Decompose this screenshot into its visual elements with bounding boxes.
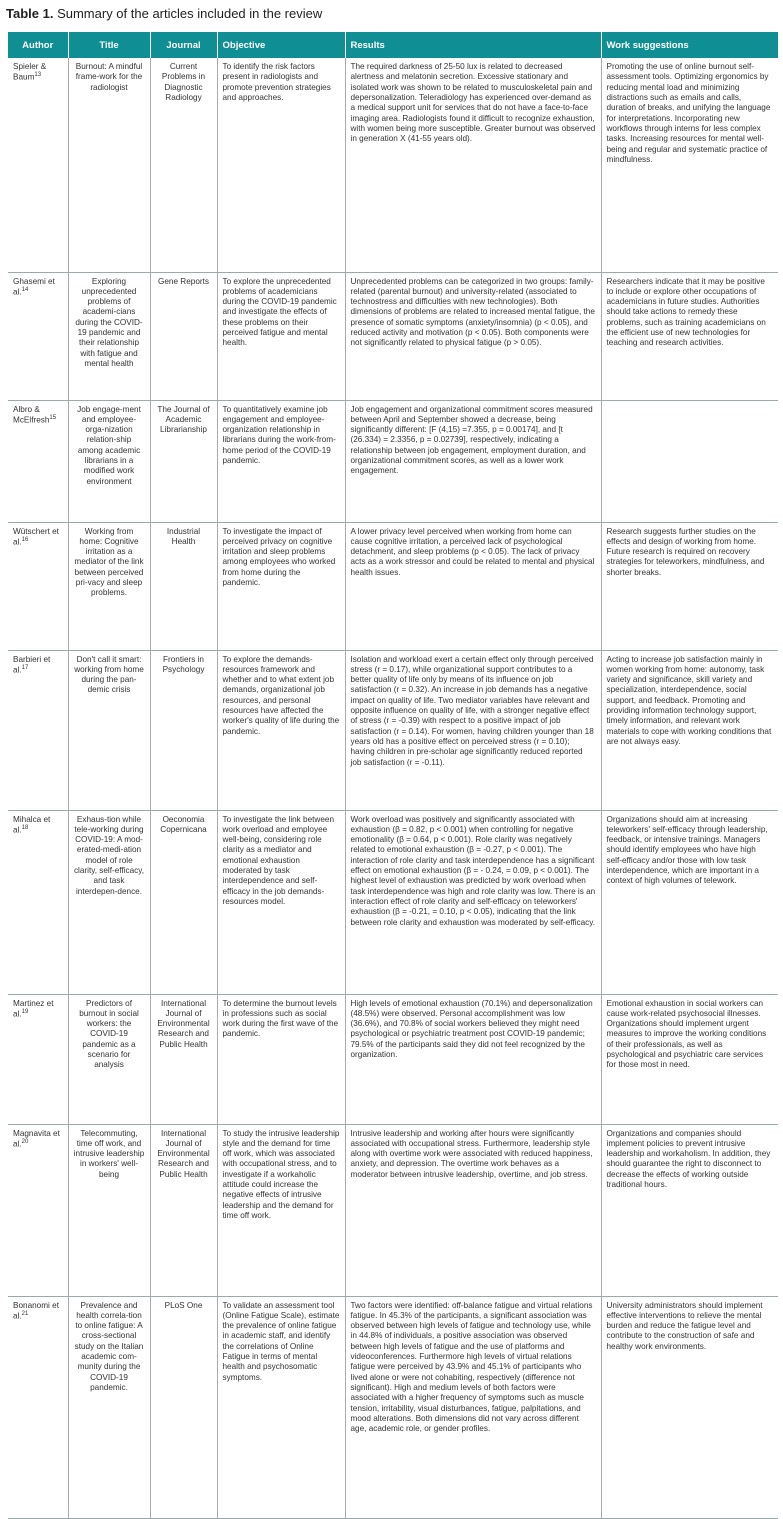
cell-work-suggestions-text: Organizations and companies should implement policies to prevent intrusive leadership and workaholism. In addition, they should guarantee the right to disconnect to decrease the effects of working outside traditional hours.: [606, 1128, 771, 1190]
cell-results: [345, 1124, 601, 1296]
reference-number: 17: [21, 664, 29, 671]
cell-author-text: Bonanomi et al.: [13, 1300, 59, 1321]
cell-title: [68, 58, 150, 272]
cell-title-text: Don't call it smart: working from home during the pan-demic crisis: [74, 654, 144, 695]
cell-objective: [217, 1124, 345, 1296]
table-caption: [6, 6, 322, 21]
cell-author-text: Barbieri et al.: [13, 654, 51, 675]
cell-objective: [217, 650, 345, 810]
cell-author: [8, 400, 68, 522]
cell-work-suggestions-text: Promoting the use of online burnout self-assessment tools. Optimizing ergonomics by reducing mental load and minimizing distractions such as emails and calls, duration of breaks, and unifying the language for interpretations. Incorporating new workflows through interns for less complex tasks. Increasing resources for mental well-being and regular and systematic practice of mindfulness.: [606, 62, 771, 164]
cell-title-text: Prevalence and health correla-tion to online fatigue: A cross-sectional study on the Italian academic com-munity during the COVID-19 pandemic.: [74, 1300, 144, 1393]
cell-objective-text: To investigate the link between work overload and employee well-being, considering role clarity as a mediator and emotional exhaustion moderated by task interdependence and self-efficacy in the job demands-resources model.: [222, 814, 335, 907]
cell-objective-text: To investigate the impact of perceived privacy on cognitive irritation and sleep problems among employees who worked from home during the pandemic.: [222, 526, 336, 588]
cell-objective-text: To validate an assessment tool (Online Fatigue Scale), estimate the prevalence of online fatigue in academic staff, and identify the correlations of Online Fatigue in terms of mental health and psychosomatic symptoms.: [222, 1300, 340, 1382]
cell-objective: [217, 400, 345, 522]
table-row: [8, 810, 778, 994]
table-row: [8, 272, 778, 400]
cell-results: [345, 650, 601, 810]
cell-journal-text: The Journal of Academic Librarianship: [157, 404, 210, 435]
cell-journal: [150, 810, 217, 994]
cell-objective: [217, 810, 345, 994]
cell-journal: [150, 522, 217, 650]
cell-author: [8, 522, 68, 650]
reference-number: 19: [21, 1008, 29, 1015]
header-title: Title: [68, 32, 150, 58]
cell-title-text: Predictors of burnout in social workers: the COVID-19 pandemic as a scenario for analysis: [79, 998, 139, 1070]
cell-title-text: Telecommuting, time off work, and intrusive leadership in workers' well-being: [73, 1128, 145, 1179]
cell-title: [68, 810, 150, 994]
cell-title: [68, 650, 150, 810]
table-row: [8, 522, 778, 650]
cell-objective-text: To identify the risk factors present in radiologists and promote prevention strategies and approaches.: [222, 62, 331, 102]
cell-objective-text: To explore the demands-resources framework and whether and to what extent job demands, organizational job resources, and personal resources have affected the worker's quality of life during the pandemic.: [222, 654, 340, 736]
cell-title: [68, 400, 150, 522]
header-results: Results: [345, 32, 601, 58]
cell-author: [8, 810, 68, 994]
cell-title-text: Job engage-ment and employee- orga-nization relation-ship among academic librarians in a modified work environment: [77, 404, 141, 486]
cell-objective: [217, 58, 345, 272]
reference-number: 18: [21, 824, 29, 831]
cell-work-suggestions: [601, 994, 778, 1124]
reference-number: 21: [21, 1310, 29, 1317]
cell-results-text: High levels of emotional exhaustion (70.1%) and depersonalization (48.5%) were observed. Personal accomplishment was low (36.6%), and 70.8% of social workers believed they might need psychological or psychiatric treatment post COVID-19 pandemic; 79.5% of the participants said they did not feel recognized by the organization.: [350, 998, 593, 1060]
table-header-row: [8, 32, 778, 58]
cell-journal: [150, 994, 217, 1124]
cell-objective: [217, 522, 345, 650]
cell-work-suggestions: [601, 400, 778, 522]
cell-journal: [150, 58, 217, 272]
cell-author-text: Albro & McElfresh: [13, 404, 50, 425]
cell-work-suggestions: [601, 522, 778, 650]
cell-author-text: Wütschert et al.: [13, 526, 59, 547]
cell-work-suggestions-text: Researchers indicate that it may be positive to include or explore other occupations of academicians in future studies. Authorities should take actions to remedy these problems, such as training academicians on the efficient use of new technologies for teaching and research activities.: [606, 276, 766, 348]
cell-author-text: Ghasemi et al.: [13, 276, 55, 297]
reference-number: 16: [21, 536, 29, 543]
header-author: Author: [8, 32, 68, 58]
cell-results-text: Two factors were identified: off-balance fatigue and virtual relations fatigue. In 45.3% of the participants, a significant association was observed between high levels of fatigue and technology use, while in 44.8% of individuals, a positive association was observed between high levels of fatigue and the use of platforms and videoconferences. Furthermore high levels of virtual relations fatigue were perceived by 43.9% and 45.1% of participants who lived alone or were not cohabiting, respectively (difference not significant). High and medium levels of both factors were associated with a higher frequency of symptoms such as muscle tension, irritability, visual disturbances, fatigue, palpitations, and mood alterations. Both dimensions did not vary across different age, academic role, or gender profiles.: [350, 1300, 593, 1434]
cell-results-text: Isolation and workload exert a certain effect only through perceived stress (r = 0.17), while organizational support contributes to a better quality of life only by means of its influence on job satisfaction (r = 0.32). An increase in job demands has a negative impact on quality of life. Two mediator variables have relevant and opposite influence on quality of life, with a stronger negative effect of stress (r = -0.39) with respect to a positive impact of job satisfaction (r = 0.14). For women, having children younger than 18 years old has a positive effect on perceived stress (r = 0.10); having children in pre-scholar age significantly reduced reported job satisfaction (r = -0.11).: [350, 654, 594, 767]
cell-results: [345, 400, 601, 522]
cell-results: [345, 810, 601, 994]
cell-work-suggestions-text: University administrators should implement effective interventions to relieve the mental burden and reduce the fatigue level and contribute to the construction of safe and healthy work environments.: [606, 1300, 763, 1351]
cell-results: [345, 522, 601, 650]
cell-results-text: Intrusive leadership and working after hours were significantly associated with occupational stress. Furthermore, leadership style along with overtime work were associated with reduced happiness, anxiety, and depression. The overtime work behaves as a moderator between intrusive leadership, overtime, and job stress.: [350, 1128, 593, 1179]
cell-journal-text: Oeconomia Copernicana: [160, 814, 207, 834]
cell-journal: [150, 400, 217, 522]
cell-journal-text: Industrial Health: [166, 526, 201, 546]
cell-results: [345, 1296, 601, 1518]
cell-results: [345, 994, 601, 1124]
header-work-suggestions: Work suggestions: [601, 32, 778, 58]
cell-author: [8, 650, 68, 810]
cell-author-text: Martinez et al.: [13, 998, 54, 1019]
cell-work-suggestions: [601, 1124, 778, 1296]
reference-number: 13: [34, 72, 42, 79]
cell-author: [8, 272, 68, 400]
cell-work-suggestions-text: Research suggests further studies on the effects and design of working from home. Future research is required on recovery strategies for teleworkers, mindfulness, and shorter breaks.: [606, 526, 765, 577]
cell-results-text: Work overload was positively and significantly associated with exhaustion (β = 0.82, p < 0.001) when controlling for negative emotionality (β = 0.64, p < 0.001). Role clarity was negatively related to emotional exhaustion (β = -0.27, p < 0.001). The interaction of role clarity and task interdependence has a significant effect on emotional exhaustion (β = - 0.24, = 0.09, p < 0.001). The highest level of exhaustion was predicted by work overload when task interdependence was high and role clarity was low. There is an interaction effect of role clarity and self-efficacy on teleworkers' exhaustion (β = -0.21, = 0.10, p < 0.05), indicating that the link between role clarity and exhaustion was moderated by self-efficacy.: [350, 814, 596, 927]
cell-author: [8, 58, 68, 272]
cell-title: [68, 994, 150, 1124]
table-row: [8, 58, 778, 272]
cell-objective-text: To explore the unprecedented problems of academicians during the COVID-19 pandemic and investigate the effects of these problems on their perceived fatigue and mental health.: [222, 276, 337, 348]
cell-title: [68, 272, 150, 400]
cell-title-text: Exhaus-tion while tele-working during COVID-19: A mod-erated-medi-ation model of role clarity, self-efficacy, and task interdepen-dence.: [73, 814, 145, 896]
cell-journal-text: Frontiers in Psychology: [162, 654, 205, 674]
cell-journal: [150, 1296, 217, 1518]
cell-author-text: Mihalca et al.: [13, 814, 51, 835]
cell-results: [345, 58, 601, 272]
cell-journal: [150, 650, 217, 810]
caption-text: Summary of the articles included in the review: [57, 6, 323, 21]
cell-results: [345, 272, 601, 400]
cell-title: [68, 1296, 150, 1518]
cell-results-text: Job engagement and organizational commitment scores measured between April and September showed a decrease, being significantly different: [F (4,15) =7.355, p = 0.00174], and [t (26.334) = 2.3356, p = 0.02739], respectively, indicating a relationship between job engagement, employment duration, and organizational commitment scores, as well as a lower work engagement.: [350, 404, 593, 476]
cell-work-suggestions-text: Acting to increase job satisfaction mainly in women working from home: autonomy, task variety and significance, skill variety and specialization, interdependence, social support, and feedback. Promoting and providing information technology support, timely information, and relevant work materials to cope with working conditions that are not always easy.: [606, 654, 772, 747]
cell-objective-text: To determine the burnout levels in professions such as social work during the first wave of the pandemic.: [222, 998, 339, 1039]
cell-results-text: A lower privacy level perceived when working from home can cause cognitive irritation, a perceived lack of psychological detachment, and sleep problems (p < 0.05). The lack of privacy acts as a work stressor and could be related to mental and physical health issues.: [350, 526, 595, 577]
header-journal: Journal: [150, 32, 217, 58]
cell-work-suggestions-text: Organizations should aim at increasing teleworkers' self-efficacy through leadership, feedback, or intensive trainings. Managers should identify employees who have high self-efficacy and/or those with low task interdependence, which are important in a context of high volumes of telework.: [606, 814, 768, 886]
cell-objective: [217, 272, 345, 400]
cell-results-text: The required darkness of 25-50 lux is related to decreased alertness and melatonin secretion. Excessive stationary and isolated work was shown to be related to musculoskeletal pain and depersonalization. Teleradiology has experienced over-demand as a medical support unit for services that do not have a face-to-face imaging area. Radiologists found it difficult to recognize exhaustion, with women being more susceptible. Greater burnout was observed in generation X (41-55 years old).: [350, 62, 596, 144]
table-row: [8, 650, 778, 810]
cell-title-text: Working from home: Cognitive irritation as a mediator of the link between perceived pri-vacy and sleep problems.: [74, 526, 144, 598]
table-row: [8, 1124, 778, 1296]
cell-journal-text: Current Problems in Diagnostic Radiology: [161, 62, 206, 102]
reference-number: 14: [21, 286, 29, 293]
cell-objective: [217, 1296, 345, 1518]
cell-author: [8, 994, 68, 1124]
cell-journal-text: PLoS One: [164, 1300, 203, 1310]
cell-work-suggestions: [601, 58, 778, 272]
summary-table: [8, 32, 778, 1519]
cell-journal-text: Gene Reports: [158, 276, 209, 286]
cell-objective-text: To quantitatively examine job engagement and employee-organization relationship in librarians during the work-from-home period of the COVID-19 pandemic.: [222, 404, 336, 466]
cell-results-text: Unprecedented problems can be categorized in two groups: family-related (parental burnout) and university-related (associated to technostress and difficulties with new technologies). Both dimensions of problems are related to increased mental fatigue, the presence of somatic symptoms (anxiety/insomnia) (p < 0.05), and reduced activity and motivation (p < 0.05). Both components were not significantly related to physical fatigue (p > 0.05).: [350, 276, 595, 348]
cell-author: [8, 1124, 68, 1296]
cell-journal: [150, 1124, 217, 1296]
header-objective: Objective: [217, 32, 345, 58]
cell-work-suggestions: [601, 1296, 778, 1518]
reference-number: 20: [21, 1138, 29, 1145]
cell-author: [8, 1296, 68, 1518]
table-row: [8, 400, 778, 522]
table-row: [8, 1296, 778, 1518]
cell-title: [68, 522, 150, 650]
table-row: [8, 994, 778, 1124]
cell-title-text: Burnout: A mindful frame-work for the radiologist: [75, 62, 143, 92]
cell-journal-text: International Journal of Environmental Research and Public Health: [157, 998, 210, 1049]
cell-objective: [217, 994, 345, 1124]
cell-work-suggestions: [601, 650, 778, 810]
cell-title-text: Exploring unprecedented problems of academi-cians during the COVID-19 pandemic and their relationship with fatigue and mental health: [75, 276, 143, 369]
cell-objective-text: To study the intrusive leadership style and the demand for time off work, which was associated with occupational stress, and to investigate if a workaholic attitude could increase the negative effects of intrusive leadership and the demand for time off work.: [222, 1128, 340, 1221]
cell-work-suggestions-text: Emotional exhaustion in social workers can cause work-related psychosocial illnesses. Organizations should implement urgent measures to improve the working conditions of their professionals, as well as psychological and psychiatric care services for those most in need.: [606, 998, 767, 1070]
cell-journal: [150, 272, 217, 400]
cell-work-suggestions: [601, 272, 778, 400]
cell-author-text: Spieler & Baum: [13, 62, 47, 83]
caption-label: Table 1.: [6, 6, 54, 21]
cell-journal-text: International Journal of Environmental Research and Public Health: [157, 1128, 210, 1179]
cell-title: [68, 1124, 150, 1296]
reference-number: 15: [49, 414, 57, 421]
cell-work-suggestions: [601, 810, 778, 994]
cell-author-text: Magnavita et al.: [13, 1128, 60, 1149]
